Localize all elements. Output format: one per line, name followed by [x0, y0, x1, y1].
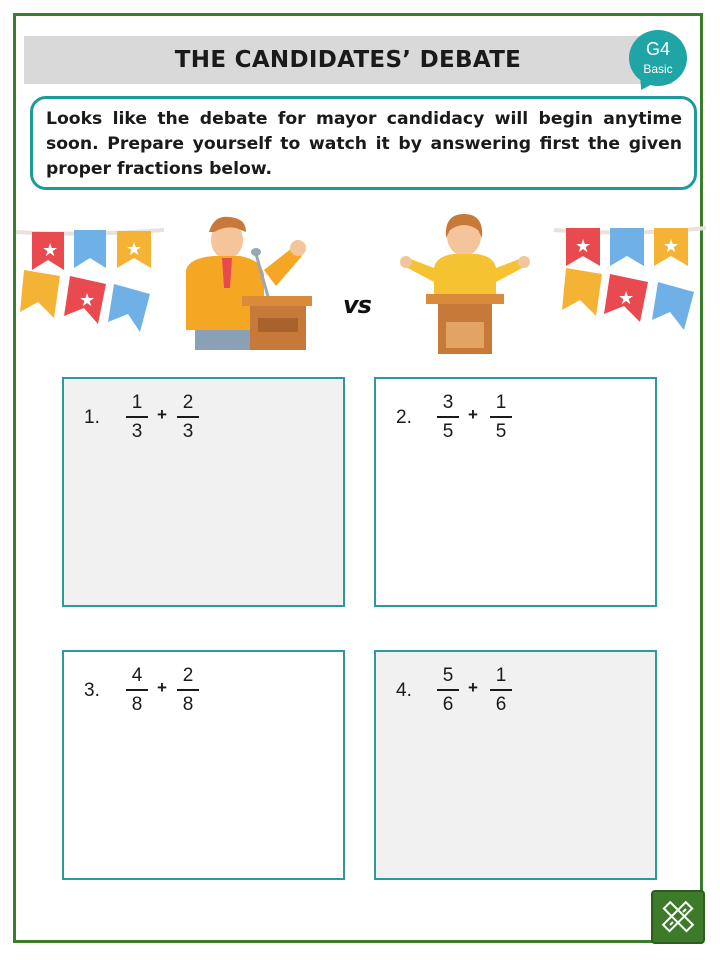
- problem-number: 4.: [396, 680, 412, 701]
- fraction-b: [177, 391, 199, 444]
- problem-box-2[interactable]: [374, 377, 657, 607]
- male-candidate-at-podium-icon: [186, 217, 312, 350]
- fraction-denominator: 8: [131, 694, 143, 715]
- problem-number: 2.: [396, 407, 412, 428]
- problem-box-3[interactable]: [62, 650, 345, 880]
- plus-operator: +: [468, 678, 478, 697]
- problem-box-1[interactable]: [62, 377, 345, 607]
- problem-number: 3.: [84, 680, 100, 701]
- fraction-bar: [126, 416, 148, 418]
- fraction-numerator: 4: [131, 665, 143, 686]
- party-bunting-icon: [16, 230, 164, 332]
- svg-text:★: ★: [575, 236, 592, 257]
- plus-operator: +: [157, 678, 167, 697]
- female-candidate-at-podium-icon: [400, 214, 530, 354]
- fraction-denominator: 6: [442, 694, 454, 715]
- fraction-numerator: 2: [182, 392, 194, 413]
- fraction-bar: [490, 416, 512, 418]
- plus-operator: +: [157, 405, 167, 424]
- fraction-bar: [177, 689, 199, 691]
- svg-text:★: ★: [663, 236, 680, 257]
- fraction-a: [437, 391, 459, 444]
- problem-box-4[interactable]: [374, 650, 657, 880]
- pencil-ruler-logo-icon: [651, 890, 705, 944]
- instructions-text: Looks like the debate for mayor candidacy will begin anytime soon. Prepare yourself to watch it by answering first the given proper fractions below.: [46, 109, 682, 179]
- title-bar: [24, 36, 672, 84]
- svg-text:★: ★: [79, 290, 96, 311]
- page-title: THE CANDIDATES’ DEBATE: [174, 47, 522, 73]
- fraction-numerator: 5: [442, 665, 454, 686]
- fraction-a: [126, 391, 148, 444]
- fraction-bar: [490, 689, 512, 691]
- fraction-denominator: 8: [182, 694, 194, 715]
- debate-illustration: [14, 210, 706, 360]
- fraction-denominator: 5: [495, 421, 507, 442]
- fraction-numerator: 2: [182, 665, 194, 686]
- fraction-b: [490, 391, 512, 444]
- fraction-bar: [126, 689, 148, 691]
- party-bunting-icon: [554, 228, 706, 330]
- fraction-denominator: 3: [182, 421, 194, 442]
- fraction-b: [177, 664, 199, 717]
- grade-level: G4: [645, 39, 670, 59]
- fraction-numerator: 1: [495, 392, 507, 413]
- grade-label: Basic: [643, 62, 673, 76]
- fraction-denominator: 3: [131, 421, 143, 442]
- svg-text:★: ★: [126, 239, 143, 260]
- svg-text:★: ★: [618, 288, 635, 309]
- instructions-box: [30, 96, 697, 190]
- grade-badge: [629, 30, 687, 86]
- vs-label: vs: [343, 291, 371, 319]
- fraction-bar: [437, 689, 459, 691]
- fraction-b: [490, 664, 512, 717]
- fraction-bar: [437, 416, 459, 418]
- fraction-denominator: 6: [495, 694, 507, 715]
- fraction-numerator: 1: [495, 665, 507, 686]
- problem-number: 1.: [84, 407, 100, 428]
- plus-operator: +: [468, 405, 478, 424]
- fraction-denominator: 5: [442, 421, 454, 442]
- fraction-numerator: 3: [442, 392, 454, 413]
- fraction-a: [126, 664, 148, 717]
- fraction-a: [437, 664, 459, 717]
- svg-text:★: ★: [42, 240, 59, 261]
- fraction-numerator: 1: [131, 392, 143, 413]
- fraction-bar: [177, 416, 199, 418]
